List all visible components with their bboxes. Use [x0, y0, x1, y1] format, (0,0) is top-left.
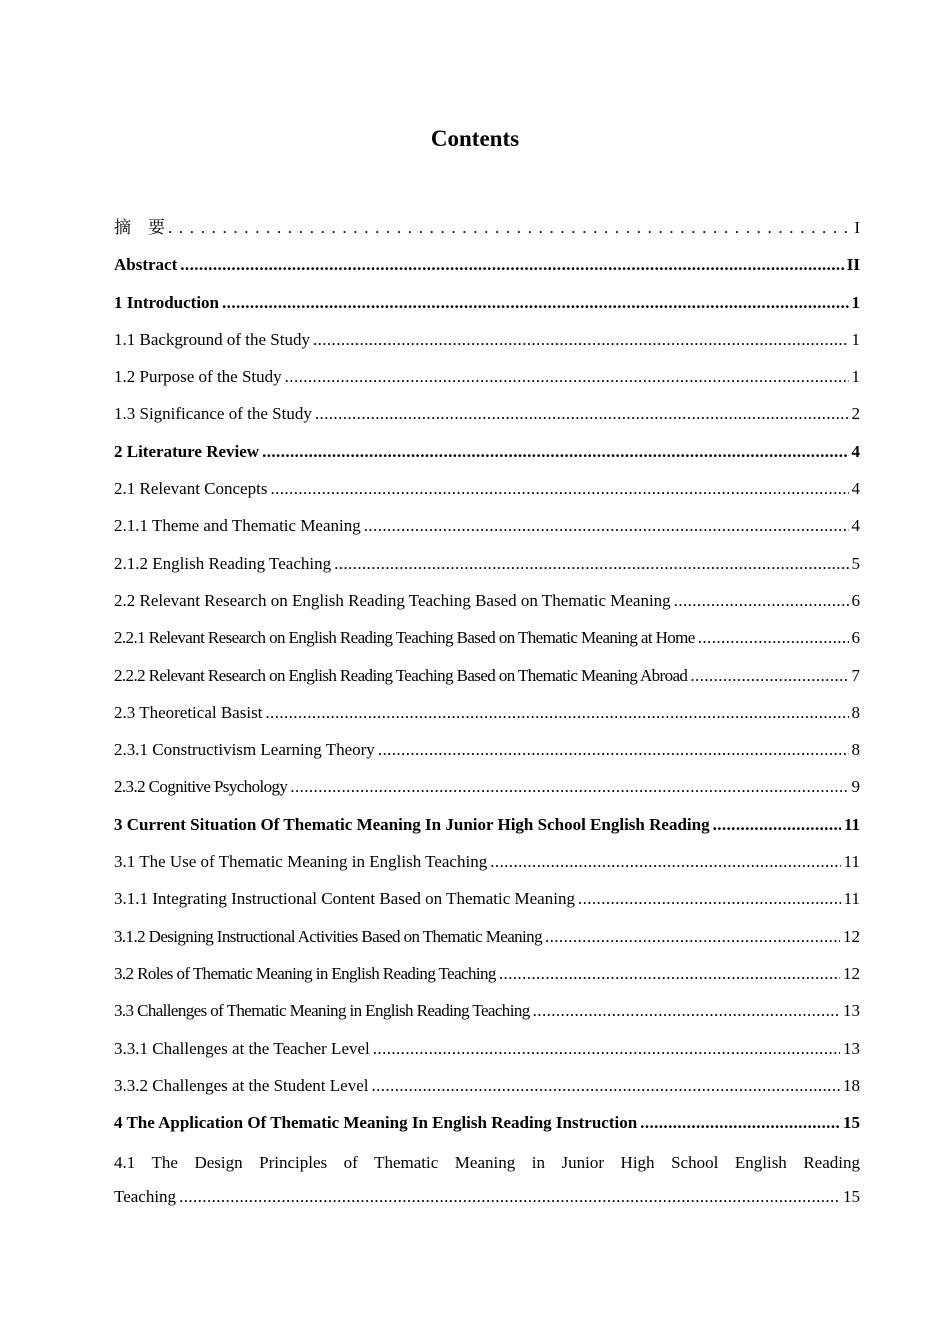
- toc-entry-page: 4: [851, 441, 860, 461]
- toc-entry-label-line1: 4.1 The Design Principles of Thematic Meaning in Junior High School English Reading: [114, 1153, 860, 1173]
- toc-entry-chapter-3[interactable]: [114, 811, 860, 848]
- toc-leader: [499, 960, 840, 988]
- toc-entry-2-1-1[interactable]: [114, 512, 860, 549]
- toc-entry-2-1-2[interactable]: [114, 550, 860, 587]
- toc-entry-label: 3.1.1 Integrating Instructional Content Based on Thematic Meaning: [114, 889, 575, 909]
- toc-entry-3-3-1[interactable]: [114, 1035, 860, 1072]
- toc-entry-2-2-2[interactable]: [114, 662, 860, 699]
- toc-entry-page: 1: [851, 292, 860, 312]
- toc-entry-page: 12: [843, 963, 860, 983]
- toc-entry-3-3-2[interactable]: [114, 1072, 860, 1109]
- toc-entry-page: 4: [851, 516, 860, 536]
- toc-leader: [364, 512, 849, 540]
- table-of-contents: [114, 214, 860, 1214]
- toc-leader: [270, 475, 848, 503]
- toc-entry-second-line: [114, 1180, 860, 1214]
- toc-entry-page: 11: [843, 852, 860, 872]
- toc-entry-label: 2.3 Theoretical Basist: [114, 702, 263, 722]
- toc-entry-page: 1: [851, 367, 860, 387]
- toc-leader: [290, 773, 848, 801]
- toc-entry-label: 3.1 The Use of Thematic Meaning in English Teaching: [114, 852, 488, 872]
- toc-entry-label: 2.3.1 Constructivism Learning Theory: [114, 740, 375, 760]
- toc-entry-3-3[interactable]: [114, 997, 860, 1034]
- toc-entry-label: 1 Introduction: [114, 292, 220, 312]
- toc-entry-label: 3.3.1 Challenges at the Teacher Level: [114, 1038, 370, 1058]
- toc-entry-3-1-1[interactable]: [114, 885, 860, 922]
- toc-entry-label: 3.2 Roles of Thematic Meaning in English Reading Teaching: [114, 963, 496, 983]
- toc-leader: [545, 923, 840, 951]
- toc-entry-page: 4: [851, 479, 860, 499]
- toc-entry-page: 9: [851, 777, 860, 797]
- toc-entry-2-3-2[interactable]: [114, 773, 860, 810]
- toc-entry-2-3[interactable]: [114, 699, 860, 736]
- toc-entry-page: 2: [851, 404, 860, 424]
- toc-entry-label: 2.2.2 Relevant Research on English Reading Teaching Based on Thematic Meaning Abroad: [114, 665, 688, 685]
- toc-entry-page: 15: [843, 1187, 860, 1207]
- toc-leader: [690, 662, 848, 690]
- toc-entry-1-2[interactable]: [114, 363, 860, 400]
- toc-entry-label: 2 Literature Review: [114, 441, 260, 461]
- toc-entry-page: 6: [851, 628, 860, 648]
- toc-entry-2-3-1[interactable]: [114, 736, 860, 773]
- toc-entry-page: I: [854, 218, 860, 237]
- toc-leader: [262, 438, 848, 466]
- toc-leader: [180, 251, 844, 279]
- toc-entry-label: 2.2.1 Relevant Research on English Reading Teaching Based on Thematic Meaning at Home: [114, 628, 695, 648]
- toc-entry-page: 13: [843, 1001, 860, 1021]
- toc-entry-2-2[interactable]: [114, 587, 860, 624]
- toc-leader: [313, 326, 849, 354]
- toc-leader: [713, 811, 841, 839]
- toc-entry-label: 摘 要: [114, 218, 165, 237]
- toc-leader: [265, 699, 848, 727]
- toc-entry-label: Abstract: [114, 255, 178, 275]
- toc-entry-label: 1.1 Background of the Study: [114, 329, 310, 349]
- toc-entry-page: 8: [851, 740, 860, 760]
- toc-entry-page: 13: [843, 1038, 860, 1058]
- toc-entry-label: 3.1.2 Designing Instructional Activities Based on Thematic Meaning: [114, 926, 542, 946]
- toc-entry-4-1[interactable]: [114, 1146, 860, 1214]
- toc-entry-label: 1.3 Significance of the Study: [114, 404, 312, 424]
- toc-leader: [285, 363, 849, 391]
- toc-leader: [533, 997, 840, 1025]
- toc-entry-page: 1: [851, 329, 860, 349]
- toc-entry-label: 2.1 Relevant Concepts: [114, 479, 268, 499]
- toc-entry-label: 3.3.2 Challenges at the Student Level: [114, 1075, 369, 1095]
- toc-leader: [179, 1180, 840, 1214]
- toc-leader: [674, 587, 849, 615]
- toc-entry-page: 15: [843, 1113, 860, 1133]
- toc-leader: [373, 1035, 840, 1063]
- toc-entry-3-1-2[interactable]: [114, 923, 860, 960]
- toc-entry-page: 18: [843, 1075, 860, 1095]
- toc-entry-page: II: [846, 255, 860, 275]
- toc-entry-page: 11: [843, 814, 860, 834]
- toc-entry-chinese-abstract[interactable]: [114, 214, 860, 251]
- toc-leader: [168, 214, 851, 242]
- toc-entry-label: 2.1.1 Theme and Thematic Meaning: [114, 516, 361, 536]
- toc-leader: [371, 1072, 840, 1100]
- toc-entry-page: 6: [851, 590, 860, 610]
- toc-entry-label: 2.2 Relevant Research on English Reading Teaching Based on Thematic Meaning: [114, 590, 671, 610]
- toc-entry-chapter-1[interactable]: [114, 289, 860, 326]
- toc-entry-label: 2.1.2 English Reading Teaching: [114, 553, 332, 573]
- toc-entry-1-1[interactable]: [114, 326, 860, 363]
- toc-entry-label: 2.3.2 Cognitive Psychology: [114, 777, 288, 797]
- toc-entry-page: 12: [843, 926, 860, 946]
- toc-leader: [640, 1109, 840, 1137]
- toc-leader: [222, 289, 848, 317]
- toc-entry-label-line2: Teaching: [114, 1187, 177, 1207]
- toc-entry-2-1[interactable]: [114, 475, 860, 512]
- toc-entry-page: 7: [851, 665, 860, 685]
- toc-entry-chapter-2[interactable]: [114, 438, 860, 475]
- toc-entry-page: 5: [851, 553, 860, 573]
- page-title: Contents: [430, 126, 520, 151]
- toc-entry-chapter-4[interactable]: [114, 1109, 860, 1146]
- toc-entry-1-3[interactable]: [114, 400, 860, 437]
- toc-entry-3-1[interactable]: [114, 848, 860, 885]
- toc-leader: [378, 736, 849, 764]
- toc-entry-label: 3 Current Situation Of Thematic Meaning In Junior High School English Reading: [114, 814, 710, 834]
- toc-leader: [334, 550, 848, 578]
- toc-leader: [490, 848, 840, 876]
- toc-entry-2-2-1[interactable]: [114, 624, 860, 661]
- toc-entry-label: 3.3 Challenges of Thematic Meaning in English Reading Teaching: [114, 1001, 530, 1021]
- toc-leader: [698, 624, 849, 652]
- toc-entry-3-2[interactable]: [114, 960, 860, 997]
- toc-entry-label: 1.2 Purpose of the Study: [114, 367, 282, 387]
- toc-leader: [578, 885, 841, 913]
- toc-entry-label: 4 The Application Of Thematic Meaning In English Reading Instruction: [114, 1113, 638, 1133]
- toc-entry-abstract[interactable]: [114, 251, 860, 288]
- toc-entry-page: 8: [851, 702, 860, 722]
- toc-leader: [315, 400, 849, 428]
- toc-entry-page: 11: [843, 889, 860, 909]
